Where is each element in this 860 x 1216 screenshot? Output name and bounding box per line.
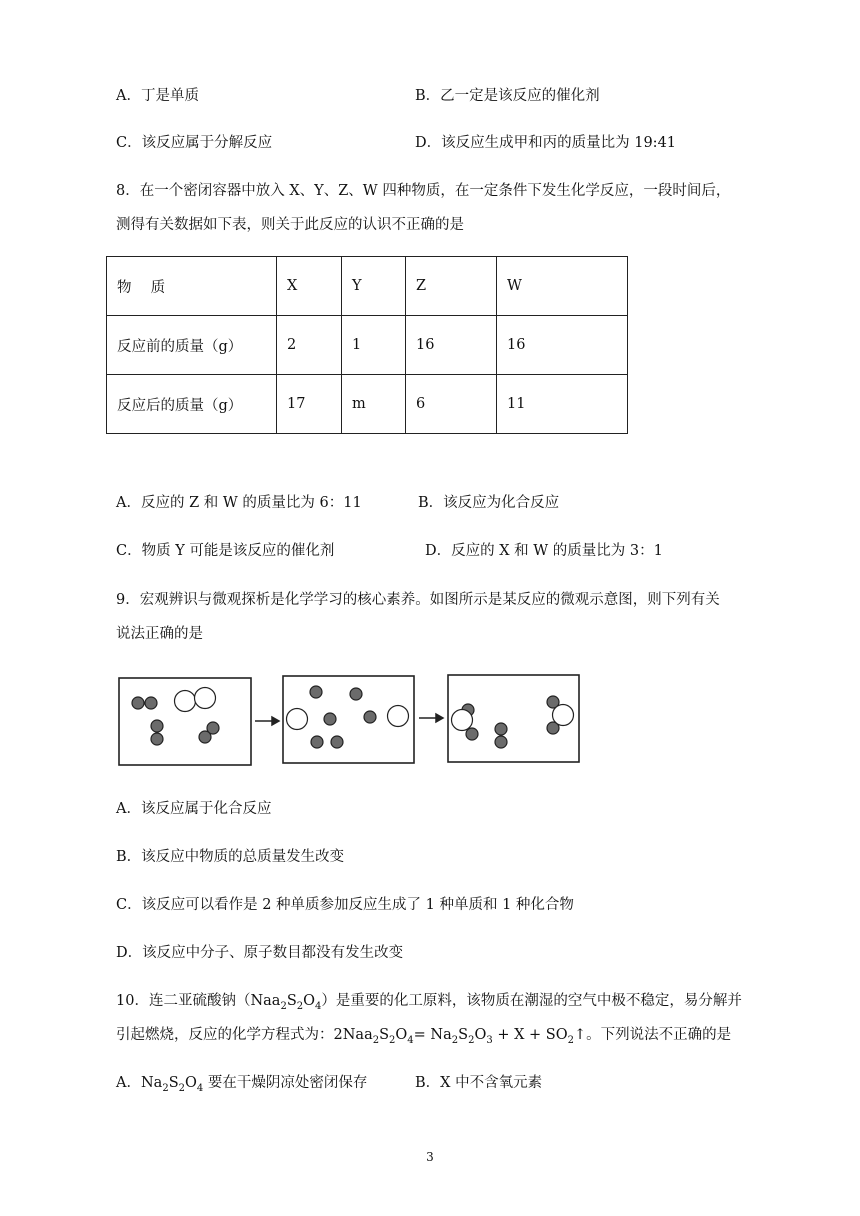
white-atom bbox=[175, 691, 196, 712]
q8-option-b: B．该反应为化合反应 bbox=[418, 495, 560, 511]
q9-option-a: A．该反应属于化合反应 bbox=[116, 801, 272, 817]
q7-option-c: C．该反应属于分解反应 bbox=[116, 135, 273, 151]
q8-option-c: C．物质 Y 可能是该反应的催化剂 bbox=[116, 543, 335, 559]
dark-atom bbox=[324, 713, 336, 725]
dark-atom bbox=[145, 697, 157, 709]
table-cell: Y bbox=[342, 257, 406, 316]
q7-option-d: D．该反应生成甲和丙的质量比为 19:41 bbox=[415, 135, 677, 151]
q9-stem-line1: 9．宏观辨识与微观探析是化学学习的核心素养。如图所示是某反应的微观示意图，则下列有关 bbox=[116, 592, 720, 608]
q8-option-a: A．反应的 Z 和 W 的质量比为 6：11 bbox=[116, 495, 362, 511]
dark-atom bbox=[331, 736, 343, 748]
arrow-right-icon bbox=[436, 714, 443, 722]
q7-option-b: B．乙一定是该反应的催化剂 bbox=[415, 88, 600, 104]
table-cell: 11 bbox=[497, 375, 628, 434]
white-atom bbox=[553, 705, 574, 726]
q8-stem-line1: 8．在一个密闭容器中放入 X、Y、Z、W 四种物质，在一定条件下发生化学反应，一段时间后， bbox=[116, 183, 731, 199]
dark-atom bbox=[364, 711, 376, 723]
q8-option-d: D．反应的 X 和 W 的质量比为 3：1 bbox=[425, 543, 663, 559]
dark-atom bbox=[311, 736, 323, 748]
table-cell: 2 bbox=[277, 316, 342, 375]
table-cell: m bbox=[342, 375, 406, 434]
dark-atom bbox=[151, 733, 163, 745]
arrow-right-icon bbox=[272, 717, 279, 725]
dark-atom bbox=[310, 686, 322, 698]
q9-option-c: C．该反应可以看作是 2 种单质参加反应生成了 1 种单质和 1 种化合物 bbox=[116, 897, 574, 913]
table-cell: 1 bbox=[342, 316, 406, 375]
table-cell: 17 bbox=[277, 375, 342, 434]
q9-option-d: D．该反应中分子、原子数目都没有发生改变 bbox=[116, 945, 404, 961]
white-atom bbox=[452, 710, 473, 731]
table-cell: 6 bbox=[406, 375, 497, 434]
dark-atom bbox=[495, 723, 507, 735]
dark-atom bbox=[350, 688, 362, 700]
table-cell: 物 质 bbox=[107, 257, 277, 316]
dark-atom bbox=[495, 736, 507, 748]
dark-atom bbox=[151, 720, 163, 732]
q9-option-b: B．该反应中物质的总质量发生改变 bbox=[116, 849, 345, 865]
q7-option-a: A．丁是单质 bbox=[116, 88, 199, 104]
dark-atom bbox=[132, 697, 144, 709]
q10-option-b: B．X 中不含氧元素 bbox=[415, 1075, 543, 1091]
table-cell: 反应后的质量（g） bbox=[107, 375, 277, 434]
q9-stem-line2: 说法正确的是 bbox=[116, 626, 203, 642]
white-atom bbox=[287, 709, 308, 730]
table-cell: 16 bbox=[497, 316, 628, 375]
q10-stem-line1: 10．连二亚硫酸钠$(Naa_2S_2O_4)$是重要的化工原料，该物质在潮湿的空气中极不稳定，易分解并 bbox=[116, 993, 742, 1012]
q10-option-a: A．$Na_2S_2O_4$ 要在干燥阴凉处密闭保存 bbox=[116, 1075, 368, 1094]
table-cell: W bbox=[497, 257, 628, 316]
table-cell: Z bbox=[406, 257, 497, 316]
dark-atom bbox=[466, 728, 478, 740]
q8-stem-line2: 测得有关数据如下表，则关于此反应的认识不正确的是 bbox=[116, 217, 464, 233]
dark-atom bbox=[199, 731, 211, 743]
white-atom bbox=[195, 688, 216, 709]
table-cell: 16 bbox=[406, 316, 497, 375]
table-cell: X bbox=[277, 257, 342, 316]
page-number: 3 bbox=[426, 1150, 434, 1164]
q10-stem-line2: 引起燃烧，反应的化学方程式为：$2Naa_2S_2O_4= Na_2S_2O_3 + X$ + $SO_2↑$。下列说法不正确的是 bbox=[116, 1027, 732, 1046]
white-atom bbox=[388, 706, 409, 727]
table-cell: 反应前的质量（g） bbox=[107, 316, 277, 375]
